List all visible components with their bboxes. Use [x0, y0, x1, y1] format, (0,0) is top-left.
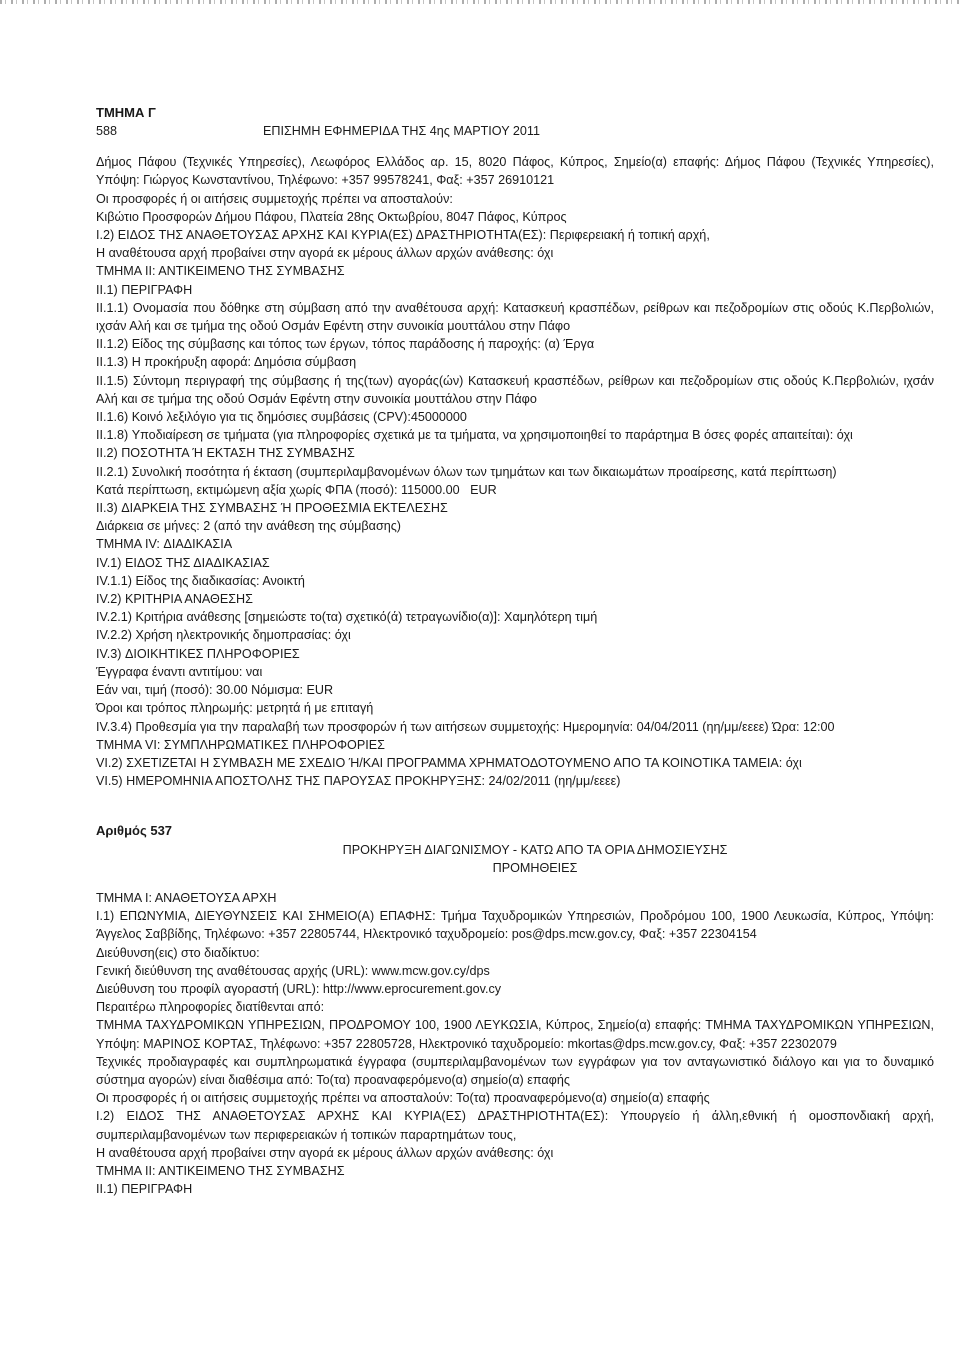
authority-url: Γενική διεύθυνση της αναθέτουσας αρχής (URL): www.mcw.gov.cy/dps: [96, 963, 490, 978]
duration-heading: II.3) ΔΙΑΡΚΕΙΑ ΤΗΣ ΣΥΜΒΑΣΗΣ Ή ΠΡΟΘΕΣΜΙΑ ΕΚΤΕΛΕΣΗΣ: [96, 501, 448, 516]
authority-contact: I.1) ΕΠΩΝΥΜΙΑ, ΔΙΕΥΘΥΝΣΕΙΣ ΚΑΙ ΣΗΜΕΙΟ(Α) ΕΠΑΦΗΣ: Τμήμα Ταχυδρομικών Υπηρεσιών, Προδρόμου 100, 1900 Λευκωσία, Κύπρος, Υπόψη: Άγγελος Σαββίδης, Τηλέφωνο: +357 22805744, Ηλεκτρονικό ταχυδρομείο: pos@dps.mcw.gov.cy, Φαξ: +357 22304154: [96, 909, 934, 942]
section-i-heading: ΤΜΗΜΑ Ι: ΑΝΑΘΕΤΟΥΣΑ ΑΡΧΗ: [96, 890, 277, 905]
short-description: II.1.5) Σύντομη περιγραφή της σύμβασης ή της(των) αγοράς(ών) Κατασκευή κρασπέδων, ρείθρων και πεζοδρομίων στις οδούς Κ.Περβολιών, ιχσάν Αλή και σε τμήμα της οδού Οσμάν Εφέντη στην συνοικία μουττάλου στην Πάφο: [96, 373, 934, 406]
award-criteria-heading: IV.2) ΚΡΙΤΗΡΙΑ ΑΝΑΘΕΣΗΣ: [96, 592, 253, 607]
purchase-on-behalf: Η αναθέτουσα αρχή προβαίνει στην αγορά εκ μέρους άλλων αρχών ανάθεσης: όχι: [96, 246, 554, 261]
contract-type: II.1.2) Είδος της σύμβασης και τόπος των έργων, τόπος παράδοσης ή παροχής: (α) Έργα: [96, 337, 595, 352]
submission-address: Κιβώτιο Προσφορών Δήμου Πάφου, Πλατεία 28ης Οκτωβρίου, 8047 Πάφος, Κύπρος: [96, 209, 567, 224]
cpv-code: II.1.6) Κοινό λεξιλόγιο για τις δημόσιες συμβάσεις (CPV):45000000: [96, 410, 467, 425]
notice-heading-category: ΠΡΟΜΗΘΕΙΕΣ: [492, 860, 578, 875]
further-info-label: Περαιτέρω πληροφορίες διατίθενται από:: [96, 1000, 325, 1015]
notice-heading-title: ΠΡΟΚΗΡΥΞΗ ΔΙΑΓΩΝΙΣΜΟΥ - ΚΑΤΩ ΑΠΟ ΤΑ ΟΡΙΑ ΔΗΜΟΣΙΕΥΣΗΣ: [342, 842, 728, 857]
electronic-auction: IV.2.2) Χρήση ηλεκτρονικής δημοπρασίας: όχι: [96, 628, 351, 643]
documents-for-fee: Έγγραφα έναντι αντιτίμου: ναι: [96, 664, 263, 679]
specifications-availability: Τεχνικές προδιαγραφές και συμπληρωματικά έγγραφα (συμπεριλαμβανομένων των εγγράφων για τον ανταγωνιστικό διάλογο και για το δυναμικό σύστημα αγορών) είναι διαθέσιμα από: Το(τα) προαναφερόμενο(α) σημείο(α) επαφής: [96, 1054, 934, 1087]
procedure-type: IV.1.1) Είδος της διαδικασίας: Ανοικτή: [96, 573, 305, 588]
dispatch-date: VI.5) ΗΜΕΡΟΜΗΝΙΑ ΑΠΟΣΤΟΛΗΣ ΤΗΣ ΠΑΡΟΥΣΑΣ ΠΡΟΚΗΡΥΞΗΣ: 24/02/2011 (ηη/μμ/εεεε): [96, 774, 621, 789]
notice-number: Αριθμός 537: [96, 823, 173, 839]
total-quantity: II.2.1) Συνολική ποσότητα ή έκταση (συμπεριλαμβανομένων όλων των τμημάτων και των δικαιωμάτων προαίρεσης, κατά περίπτωση): [96, 464, 837, 479]
notice-537: [96, 822, 934, 1198]
authority-type-2: I.2) ΕΙΔΟΣ ΤΗΣ ΑΝΑΘΕΤΟΥΣΑΣ ΑΡΧΗΣ ΚΑΙ ΚΥΡΙΑ(ΕΣ) ΔΡΑΣΤΗΡΙΟΤΗΤΑ(ΕΣ): Υπουργείο ή άλλη,εθνική ή ομοσπονδιακή αρχή, συμπεριλαμβανομένων των περιφερειακών ή τοπικών παραρτημάτων τους,: [96, 1109, 934, 1142]
document-page: [96, 104, 934, 1198]
procedure-type-heading: IV.1) ΕΙΔΟΣ ΤΗΣ ΔΙΑΔΙΚΑΣΙΑΣ: [96, 555, 270, 570]
section-label: ΤΜΗΜΑ Γ: [96, 105, 156, 120]
contracting-authority: Δήμος Πάφου (Τεχνικές Υπηρεσίες), Λεωφόρος Ελλάδος αρ. 15, 8020 Πάφος, Κύπρος, Σημείο(α) επαφής: Δήμος Πάφου (Τεχνικές Υπηρεσίες), Υπόψη: Γιώργος Κωνσταντίνου, Τηλέφωνο: +357 99578241, Φαξ: +357 26910121: [96, 155, 934, 188]
authority-type: I.2) ΕΙΔΟΣ ΤΗΣ ΑΝΑΘΕΤΟΥΣΑΣ ΑΡΧΗΣ ΚΑΙ ΚΥΡΙΑ(ΕΣ) ΔΡΑΣΤΗΡΙΟΤΗΤΑ(ΕΣ): Περιφερειακή ή τοπική αρχή,: [96, 228, 710, 243]
eu-funding: VI.2) ΣΧΕΤΙΖΕΤΑΙ Η ΣΥΜΒΑΣΗ ΜΕ ΣΧΕΔΙΟ Ή/ΚΑΙ ΠΡΟΓΡΑΜΜΑ ΧΡΗΜΑΤΟΔΟΤΟΥΜΕΝΟ ΑΠΟ ΤΑ ΚΟΙΝΟΤΙΚΑ ΤΑΜΕΙΑ: όχι: [96, 755, 802, 770]
gazette-title: ΕΠΙΣΗΜΗ ΕΦΗΜΕΡΙΔΑ ΤΗΣ 4ης ΜΑΡΤΙΟΥ 2011: [263, 124, 540, 139]
scan-edge-artifact: [0, 0, 960, 4]
submission-address-label: Οι προσφορές ή οι αιτήσεις συμμετοχής πρέπει να αποσταλούν:: [96, 191, 453, 206]
description-heading: II.1) ΠΕΡΙΓΡΑΦΗ: [96, 282, 193, 297]
submission-deadline: IV.3.4) Προθεσμία για την παραλαβή των προσφορών ή των αιτήσεων συμμετοχής: Ημερομηνία: 04/04/2011 (ηη/μμ/εεεε) Ώρα: 12:00: [96, 719, 835, 734]
description-heading-2: II.1) ΠΕΡΙΓΡΑΦΗ: [96, 1182, 193, 1197]
lots-division: II.1.8) Υποδιαίρεση σε τμήματα (για πληροφορίες σχετικά με τα τμήματα, να χρησιμοποιηθεί το παράρτημα Β όσες φορές απαιτείται): όχι: [96, 428, 853, 443]
estimated-value: Κατά περίπτωση, εκτιμώμενη αξία χωρίς ΦΠΑ (ποσό): 115000.00 EUR: [96, 482, 497, 497]
tenders-submission: Οι προσφορές ή οι αιτήσεις συμμετοχής πρέπει να αποσταλούν: Το(τα) προαναφερόμενο(α) σημείο(α) επαφής: [96, 1091, 710, 1106]
documents-price: Εάν ναι, τιμή (ποσό): 30.00 Νόμισμα: EUR: [96, 683, 334, 698]
notice-involves: II.1.3) Η προκήρυξη αφορά: Δημόσια σύμβαση: [96, 355, 357, 370]
notice-paphos-municipality: [96, 153, 934, 790]
contract-title: II.1.1) Ονομασία που δόθηκε στη σύμβαση από την αναθέτουσα αρχή: Κατασκευή κρασπέδων, ρείθρων και πεζοδρομίων στις οδούς Κ.Περβολιών, ιχσάν Αλή και σε τμήμα της οδού Οσμάν Εφέντη στην συνοικία μουττάλου στην Πάφο: [96, 300, 934, 334]
quantity-heading: II.2) ΠΟΣΟΤΗΤΑ Ή ΕΚΤΑΣΗ ΤΗΣ ΣΥΜΒΑΣΗΣ: [96, 446, 355, 461]
section-iv-heading: ΤΜΗΜΑ IV: ΔΙΑΔΙΚΑΣΙΑ: [96, 537, 233, 552]
running-header: [96, 122, 934, 141]
admin-info-heading: IV.3) ΔΙΟΙΚΗΤΙΚΕΣ ΠΛΗΡΟΦΟΡΙΕΣ: [96, 646, 300, 661]
award-criteria: IV.2.1) Κριτήρια ανάθεσης [σημειώστε το(τα) σχετικό(ά) τετραγωνίδιο(α)]: Χαμηλότερη τιμή: [96, 610, 598, 625]
page-number: 588: [96, 124, 118, 139]
section-ii-heading: ΤΜΗΜΑ ΙΙ: ΑΝΤΙΚΕΙΜΕΝΟ ΤΗΣ ΣΥΜΒΑΣΗΣ: [96, 264, 345, 279]
section-ii-heading-2: ΤΜΗΜΑ ΙΙ: ΑΝΤΙΚΕΙΜΕΝΟ ΤΗΣ ΣΥΜΒΑΣΗΣ: [96, 1163, 345, 1178]
duration-months: Διάρκεια σε μήνες: 2 (από την ανάθεση της σύμβασης): [96, 519, 401, 534]
section-vi-heading: ΤΜΗΜΑ VI: ΣΥΜΠΛΗΡΩΜΑΤΙΚΕΣ ΠΛΗΡΟΦΟΡΙΕΣ: [96, 737, 385, 752]
buyer-profile-url: Διεύθυνση του προφίλ αγοραστή (URL): http://www.eprocurement.gov.cy: [96, 981, 502, 996]
further-info-contact: ΤΜΗΜΑ ΤΑΧΥΔΡΟΜΙΚΩΝ ΥΠΗΡΕΣΙΩΝ, ΠΡΟΔΡΟΜΟΥ 100, 1900 ΛΕΥΚΩΣΙΑ, Κύπρος, Σημείο(α) επαφής: ΤΜΗΜΑ ΤΑΧΥΔΡΟΜΙΚΩΝ ΥΠΗΡΕΣΙΩΝ, Υπόψη: ΜΑΡΙΝΟΣ ΚΟΡΤΑΣ, Τηλέφωνο: +357 22805728, Ηλεκτρονικό ταχυδρομείο: mkortas@dps.mcw.gov.cy, Φαξ: +357 22302079: [96, 1018, 934, 1051]
payment-terms: Όροι και τρόπος πληρωμής: μετρητά ή με επιταγή: [96, 701, 374, 716]
internet-addresses-label: Διεύθυνση(εις) στο διαδίκτυο:: [96, 945, 260, 960]
purchase-on-behalf-2: Η αναθέτουσα αρχή προβαίνει στην αγορά εκ μέρους άλλων αρχών ανάθεσης: όχι: [96, 1145, 554, 1160]
